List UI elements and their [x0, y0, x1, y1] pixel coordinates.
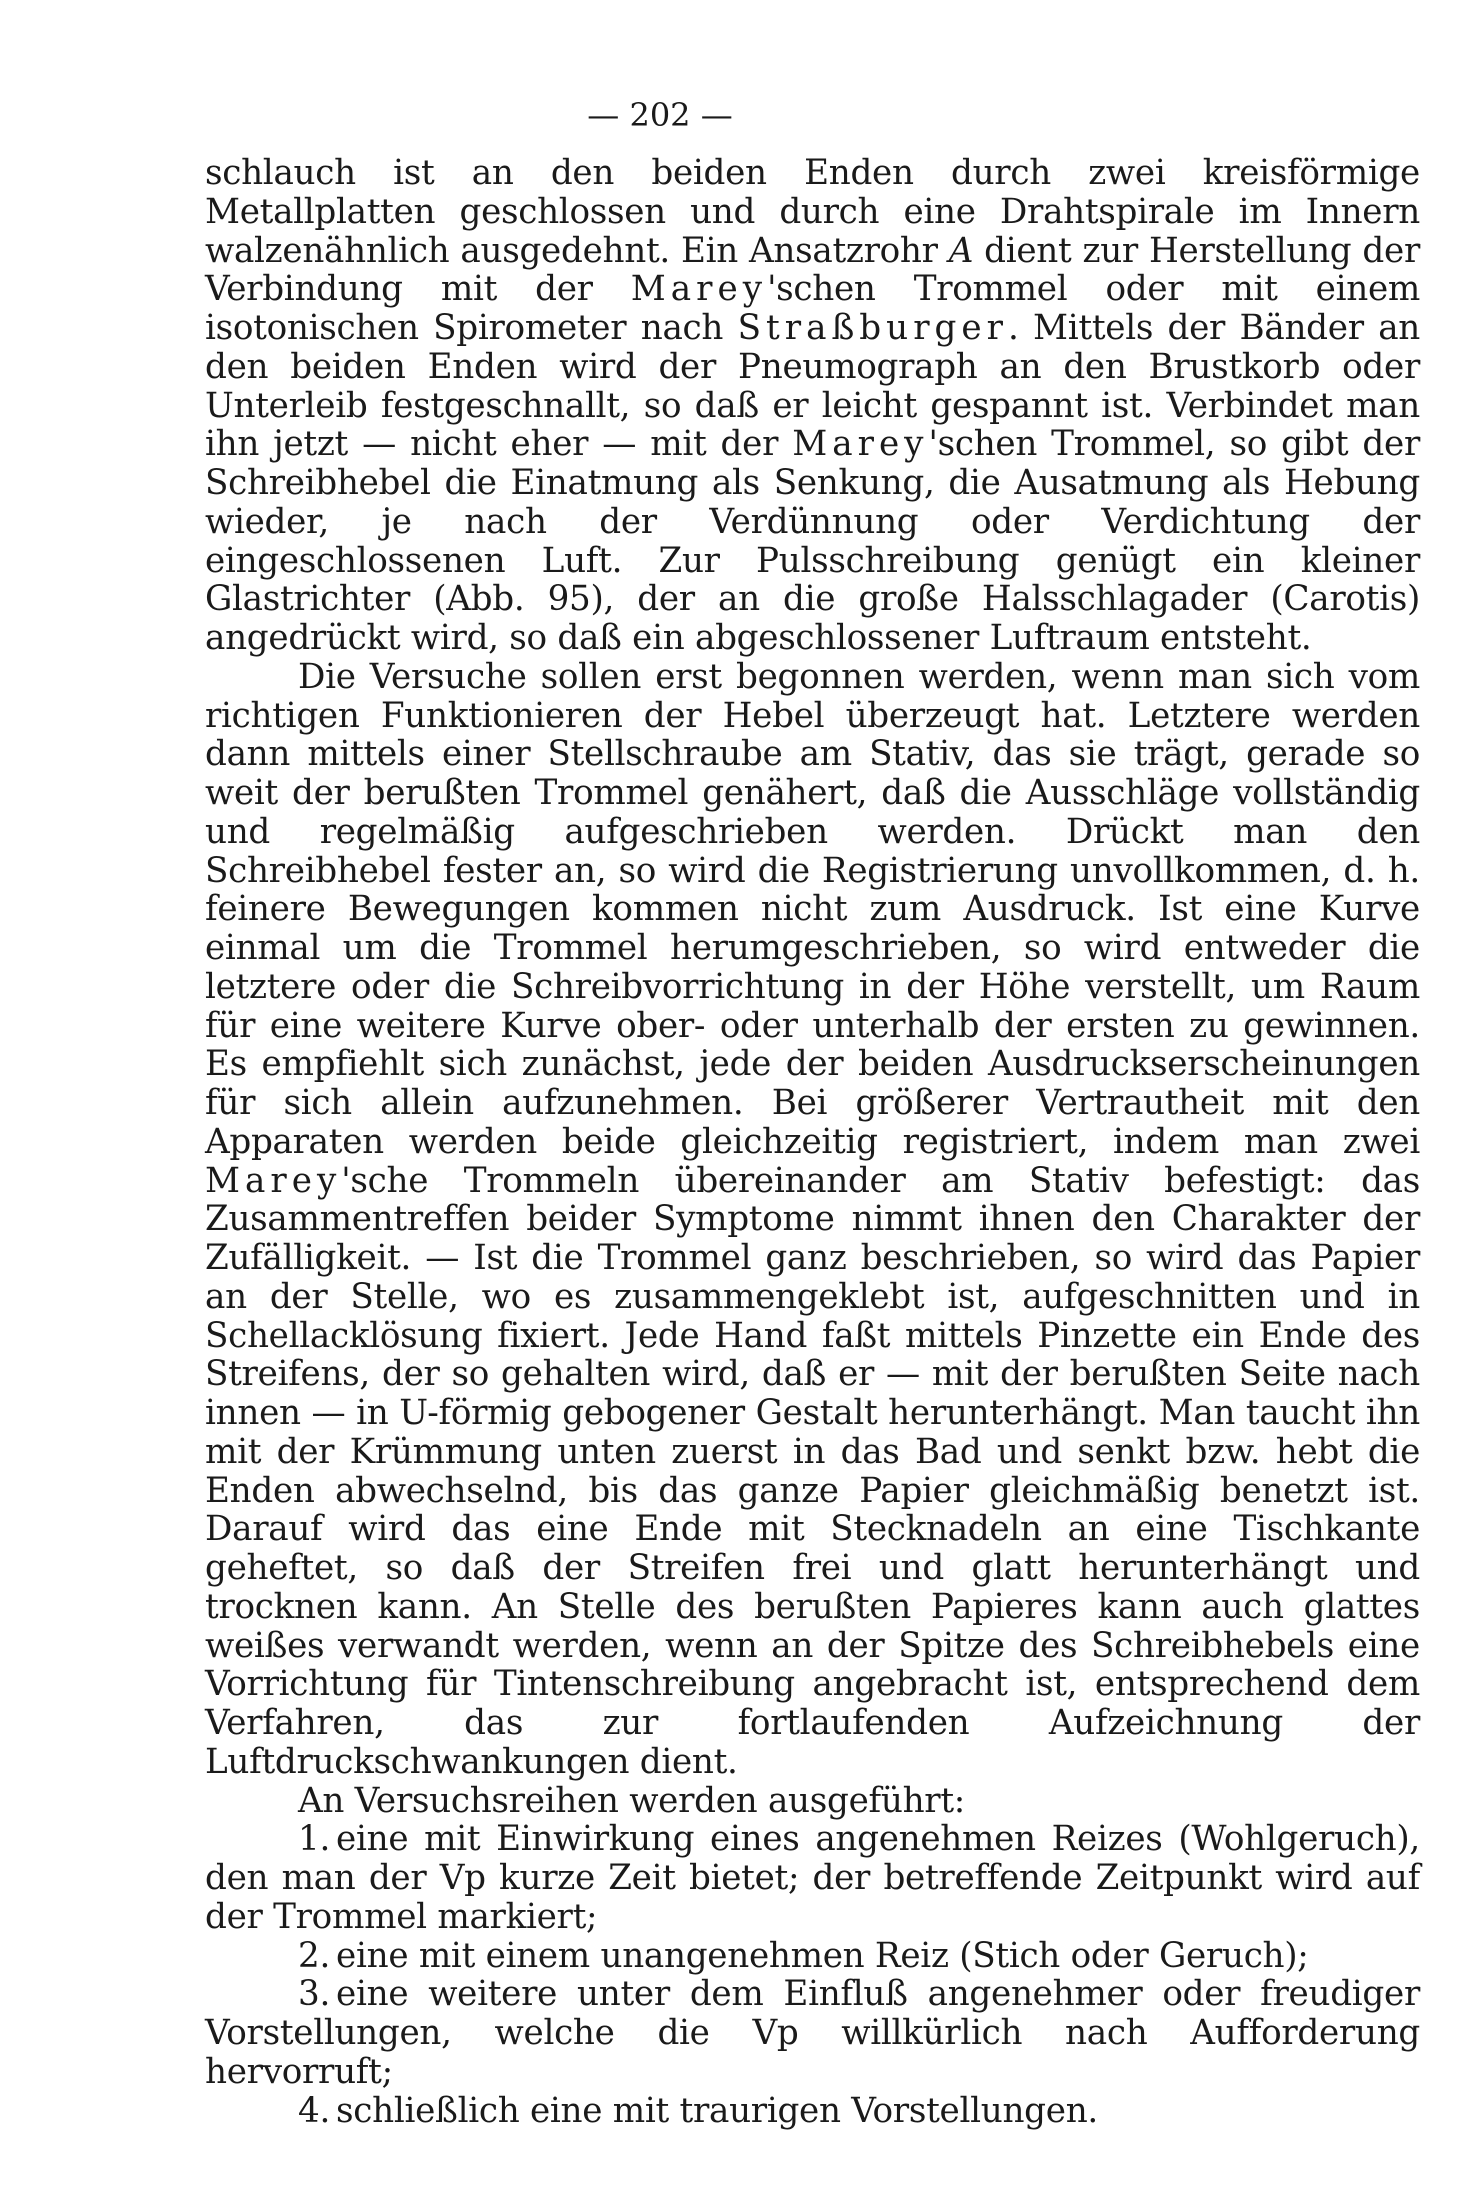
paragraph-1-run: 'schen Trommel, so gibt der Schreibhebel die Einatmung als Senkung, die Ausatmung als Hebung wieder, je nach der Verdünnung oder Verdichtung der eingeschlossenen Luft. Zur Pulsschreibung genügt ein kleiner Glastrichter (Abb. 95), der an die große Halsschlagader (Carotis) angedrückt wird, so daß ein abgeschlossener Luftraum entsteht.	[205, 424, 1420, 658]
author-name-marey: Marey	[205, 1160, 342, 1201]
paragraph-1-run: schlauch ist an den beiden Enden durch zwei kreisförmige Metallplatten geschlossen und durch eine Drahtspirale im Innern walzenähnlich ausgedehnt. Ein Ansatzrohr	[205, 153, 1420, 271]
body-text	[205, 154, 1420, 2130]
figure-ref-a: A	[948, 230, 974, 271]
list-item-text: schließlich eine mit traurigen Vorstellungen.	[336, 2090, 1098, 2131]
paragraph-2-run: 'sche Trommeln übereinander am Stativ befestigt: das Zusammentreffen beider Symptome nimmt ihnen den Charakter der Zufälligkeit. — Ist die Trommel ganz beschrieben, so wird das Papier an der Stelle, wo es zusammengeklebt ist, aufgeschnitten und in Schellacklösung fixiert. Jede Hand faßt mittels Pinzette ein Ende des Streifens, der so gehalten wird, daß er — mit der berußten Seite nach innen — in U-förmig gebogener Gestalt herunterhängt. Man taucht ihn mit der Krümmung unten zuerst in das Bad und senkt bzw. hebt die Enden abwechselnd, bis das ganze Papier gleichmäßig benetzt ist. Darauf wird das eine Ende mit Stecknadeln an eine Tischkante geheftet, so daß der Streifen frei und glatt herunterhängt und trocknen kann. An Stelle des berußten Papieres kann auch glattes weißes verwandt werden, wenn an der Spitze des Schreibhebels eine Vorrichtung für Tintenschreibung angebracht ist, entsprechend dem Verfahren, das zur fortlaufenden Aufzeichnung der Luftdruckschwankungen dient.	[205, 1160, 1420, 1782]
author-name-strassburger: Straßburger	[737, 308, 1009, 348]
paragraph-1-run: . Mittels der Bänder an den beiden Enden wird der Pneumograph an den Brustkorb oder Unterleib festgeschnallt, so daß er leicht gespannt ist. Verbindet man ihn jetzt — nicht eher — mit der	[205, 308, 1421, 465]
list-item	[205, 2092, 1420, 2131]
paragraph-2-run: Die Versuche sollen erst begonnen werden, wenn man sich vom richtigen Funktionieren der Hebel überzeugt hat. Letztere werden dann mittels einer Stellschraube am Stativ, das sie trägt, gerade so weit der berußten Trommel genähert, daß die Ausschläge vollständig und regelmäßig aufgeschrieben werden. Drückt man den Schreibhebel fester an, so wird die Registrierung unvollkommen, d. h. feinere Bewegungen kommen nicht zum Ausdruck. Ist eine Kurve einmal um die Trommel herumgeschrieben, so wird entweder die letztere oder die Schreibvorrichtung in der Höhe verstellt, um Raum für eine weitere Kurve ober- oder unterhalb der ersten zu gewinnen. Es empfiehlt sich zunächst, jede der beiden Ausdruckserscheinungen für sich allein aufzunehmen. Bei größerer Vertrautheit mit den Apparaten werden beide gleichzeitig registriert, indem man zwei	[205, 656, 1420, 1162]
page-number: — 202 —	[587, 96, 733, 134]
list-item	[205, 1937, 1420, 1976]
paragraph-1-run: 'schen Trommel oder mit einem isotonischen Spirometer nach	[205, 269, 1421, 348]
list-item	[205, 1820, 1420, 1936]
author-name-marey: Marey	[792, 424, 929, 465]
list-item-number: 2.	[298, 1935, 331, 1976]
list-item-text: eine mit Einwirkung eines angenehmen Reizes (Wohlgeruch), den man der Vp kurze Zeit bietet; der betreffende Zeitpunkt wird auf der Trommel markiert;	[205, 1819, 1420, 1937]
book-page	[205, 96, 1420, 2130]
paragraph-2	[205, 658, 1420, 1782]
list-item-number: 4.	[298, 2090, 331, 2131]
paragraph-3: An Versuchsreihen werden ausgeführt:	[298, 1780, 966, 1821]
list-item-number: 1.	[298, 1819, 331, 1860]
list-item	[205, 1975, 1420, 2091]
experiment-list	[205, 1820, 1420, 2130]
author-name-marey: Marey	[630, 269, 768, 310]
list-item-text: eine weitere unter dem Einfluß angenehmer oder freudiger Vorstellungen, welche die Vp willkürlich nach Aufforderung hervorruft;	[205, 1974, 1420, 2092]
paragraph-1-run: dient zur Herstellung der Verbindung mit der	[205, 230, 1420, 310]
list-item-number: 3.	[298, 1974, 331, 2015]
list-item-text: eine mit einem unangenehmen Reiz (Stich oder Geruch);	[336, 1935, 1309, 1976]
paragraph-1	[205, 154, 1420, 658]
